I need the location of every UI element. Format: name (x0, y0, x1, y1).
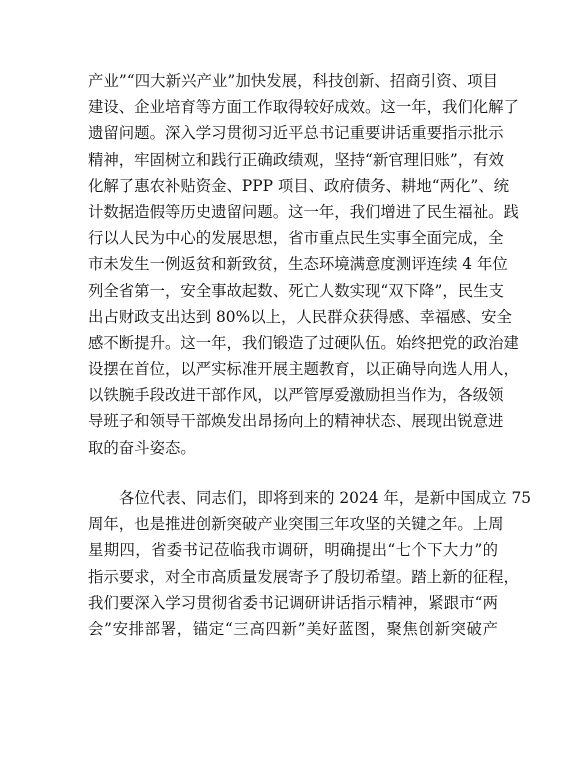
body-paragraph-2 (88, 485, 532, 642)
paragraph-line: 周年，也是推进创新突破产业突围三年攻坚的关键之年。上周 (88, 515, 504, 534)
paragraph-line: 以铁腕手段改进干部作风，以严管厚爱激励担当作为，各级领 (88, 386, 504, 405)
paragraph-line: 我们要深入学习贯彻省委书记调研讲话指示精神，紧跟市“两 (88, 593, 498, 612)
paragraph-line: 导班子和领导干部焕发出昂扬向上的精神状态、展现出锐意进 (88, 412, 504, 431)
body-paragraph-1 (88, 68, 519, 461)
paragraph-line: 遗留问题。深入学习贯彻习近平总书记重要讲话重要指示批示 (88, 124, 504, 143)
paragraph-line: 指示要求，对全市高质量发展寄予了殷切希望。踏上新的征程， (88, 567, 519, 586)
paragraph-line: 设摆在首位，以严实标准开展主题教育，以正确导向选人用人， (88, 360, 519, 379)
paragraph-line: 各位代表、同志们，即将到来的 2024 年，是新中国成立 75 (119, 489, 532, 507)
paragraph-line: 星期四，省委书记莅临我市调研，明确提出“七个下大力”的 (88, 541, 498, 560)
paragraph-line: 市未发生一例返贫和新致贫，生态环境满意度测评连续 4 年位 (88, 255, 508, 274)
paragraph-line: 精神，牢固树立和践行正确政绩观，坚持“新官理旧账”，有效 (88, 150, 504, 169)
paragraph-line: 建设、企业培育等方面工作取得较好成效。这一年，我们化解了 (88, 98, 519, 117)
paragraph-line: 计数据造假等历史遗留问题。这一年，我们增进了民生福祉。践 (88, 202, 519, 221)
paragraph-line: 列全省第一，安全事故起数、死亡人数实现“双下降”，民生支 (88, 281, 504, 300)
paragraph-line: 感不断提升。这一年，我们锻造了过硬队伍。始终把党的政治建 (88, 333, 519, 352)
paragraph-line: 取的奋斗姿态。 (88, 438, 196, 457)
paragraph-line: 行以人民为中心的发展思想，省市重点民生实事全面完成，全 (88, 229, 504, 248)
paragraph-line: 会”安排部署，锚定“三高四新”美好蓝图，聚焦创新突破产 (88, 619, 498, 638)
paragraph-line: 出占财政支出达到 80%以上，人民群众获得感、幸福感、安全 (88, 307, 512, 326)
paragraph-line: 化解了惠农补贴资金、PPP 项目、政府债务、耕地“两化”、统 (88, 176, 510, 195)
paragraph-line: 产业”“四大新兴产业”加快发展，科技创新、招商引资、项目 (88, 72, 498, 90)
